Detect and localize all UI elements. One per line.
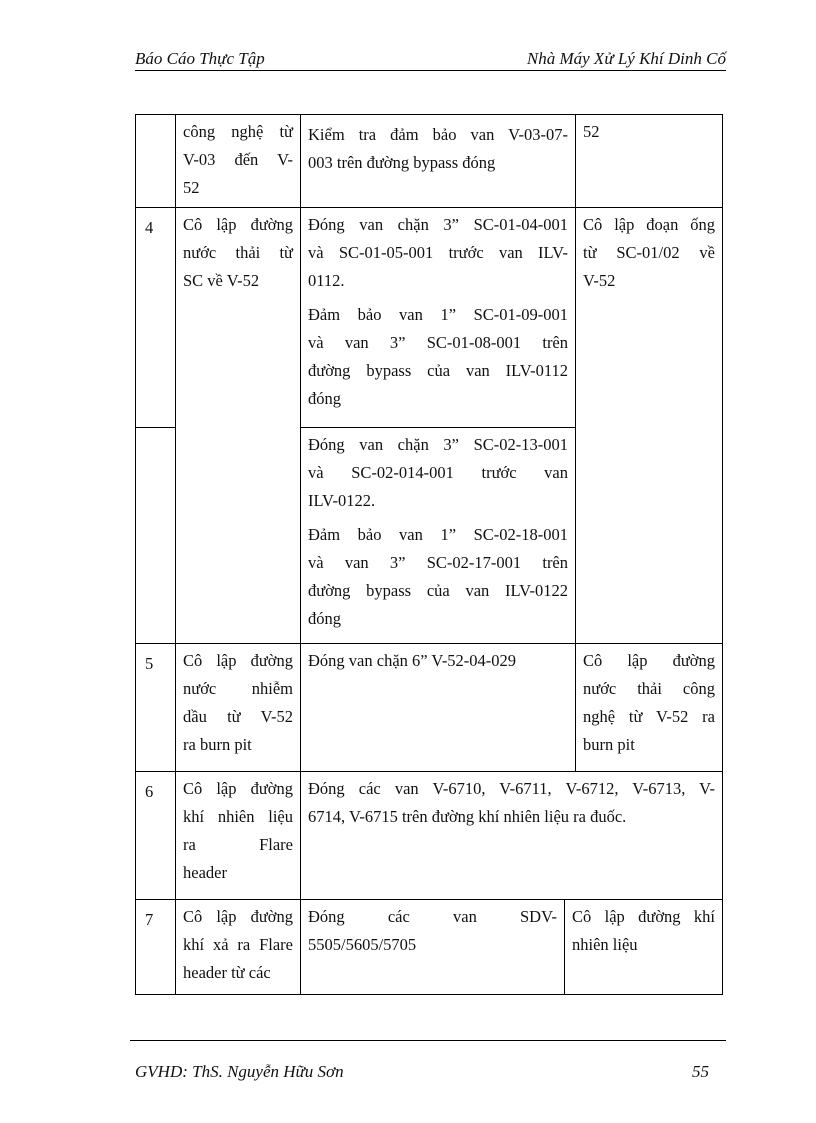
row-result-cell — [576, 208, 723, 644]
row-action-cell — [301, 208, 576, 428]
text-line: Cô lập đường — [183, 907, 293, 926]
text-line: ra burn pit — [183, 735, 252, 754]
text-line: và van 3” SC-01-08-001 trên — [308, 333, 569, 352]
row-result-cell — [576, 644, 723, 772]
footer-divider — [130, 1040, 726, 1041]
text-line: ILV-0122. — [308, 491, 376, 510]
table-row — [136, 644, 723, 772]
text-line: Cô lập đường — [183, 215, 293, 234]
table-row — [136, 115, 723, 208]
text-line: 6714, V-6715 trên đường khí nhiên liệu ra đuốc. — [308, 807, 627, 826]
text-line: khí xả ra Flare — [183, 935, 293, 954]
procedure-table — [135, 114, 723, 995]
text-line: 0112. — [308, 271, 345, 290]
text-line: công nghệ từ — [183, 122, 293, 141]
row-number-cell — [136, 115, 176, 208]
row-number-cell: 6 — [136, 772, 176, 900]
text-line: nước nhiễm — [183, 679, 293, 698]
text-line: Cô lập đường — [583, 651, 716, 670]
row-number-cell: 5 — [136, 644, 176, 772]
text-line: và SC-02-014-001 trước van — [308, 463, 569, 482]
text-line: nhiên liệu — [572, 935, 638, 954]
table-row — [136, 772, 723, 900]
text-line: Cô lập đường khí — [572, 907, 716, 926]
text-line: nước thải công — [583, 679, 716, 698]
text-line: SC về V-52 — [183, 271, 260, 290]
row-name-cell — [176, 208, 301, 644]
text-line: đóng — [308, 389, 341, 408]
text-line: nghệ từ V-52 ra — [583, 707, 716, 726]
text-line: ra Flare — [183, 835, 293, 854]
row-action-cell — [301, 115, 576, 208]
text-line: và SC-01-05-001 trước van ILV- — [308, 243, 569, 262]
row-action-cell — [301, 900, 565, 995]
text-line: 003 trên đường bypass đóng — [308, 153, 496, 172]
text-line: Đóng van chặn 6” V-52-04-029 — [308, 651, 517, 670]
row-action-cell — [301, 772, 723, 900]
row-name-cell — [176, 772, 301, 900]
row-result-cell — [565, 900, 723, 995]
text-line: V-03 đến V- — [183, 150, 293, 169]
text-line: khí nhiên liệu — [183, 807, 293, 826]
text-line: Đảm bảo van 1” SC-01-09-001 — [308, 305, 569, 324]
text-line: Đảm bảo van 1” SC-02-18-001 — [308, 525, 569, 544]
text-line: Cô lập đường — [183, 779, 293, 798]
row-action-cell — [301, 644, 576, 772]
header-left-title: Báo Cáo Thực Tập — [135, 49, 265, 68]
table-row — [136, 208, 723, 428]
text-line: Đóng van chặn 3” SC-02-13-001 — [308, 435, 569, 454]
row-result-cell — [576, 115, 723, 208]
row-number-cell: 7 — [136, 900, 176, 995]
page-number: 55 — [692, 1062, 709, 1081]
row-number-cell — [136, 428, 176, 644]
text-line: header từ các — [183, 963, 271, 982]
header-right-title: Nhà Máy Xử Lý Khí Dinh Cố — [526, 49, 726, 68]
text-line: 52 — [183, 178, 200, 197]
text-line: Cô lập đoạn ống — [583, 215, 716, 234]
text-line: và van 3” SC-02-17-001 trên — [308, 553, 569, 572]
row-number-cell: 4 — [136, 208, 176, 428]
table-row — [136, 900, 723, 995]
row-action-cell — [301, 428, 576, 644]
row-name-cell — [176, 900, 301, 995]
text-line: đường bypass của van ILV-0112 — [308, 361, 569, 380]
text-line: đường bypass của van ILV-0122 — [308, 581, 569, 600]
text-line: header — [183, 863, 227, 882]
text-line: V-52 — [583, 271, 616, 290]
text-line: burn pit — [583, 735, 635, 754]
text-line: Kiểm tra đảm bảo van V-03-07- — [308, 125, 569, 144]
row-name-cell — [176, 644, 301, 772]
text-line: Đóng các van V-6710, V-6711, V-6712, V-6713, V- — [308, 779, 716, 798]
text-line: 5505/5605/5705 — [308, 935, 417, 954]
text-line: Đóng van chặn 3” SC-01-04-001 — [308, 215, 569, 234]
text-line: đóng — [308, 609, 341, 628]
row-name-cell — [176, 115, 301, 208]
footer-supervisor: GVHD: ThS. Nguyễn Hữu Sơn — [135, 1062, 344, 1081]
text-line: nước thải từ — [183, 243, 293, 262]
text-line: dầu từ V-52 — [183, 707, 293, 726]
text-line: từ SC-01/02 về — [583, 243, 716, 262]
page-header — [135, 48, 726, 71]
text-line: 52 — [583, 122, 600, 141]
text-line: Cô lập đường — [183, 651, 293, 670]
text-line: Đóng các van SDV- — [308, 907, 557, 926]
